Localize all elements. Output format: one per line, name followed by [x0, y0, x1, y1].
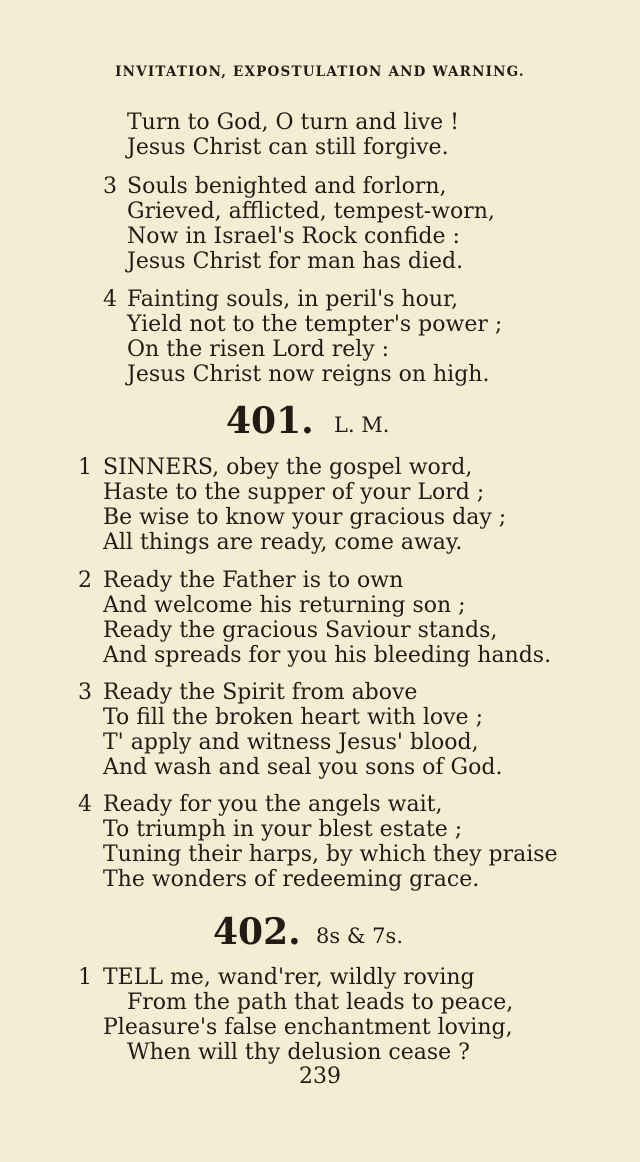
hymn-line: Tuning their harps, by which they praise — [103, 842, 558, 867]
hymn-meter: 8s & 7s. — [316, 924, 403, 948]
hymn-line: Jesus Christ now reigns on high. — [127, 362, 490, 387]
hymn-line: All things are ready, come away. — [103, 530, 463, 555]
hymn-line: Now in Israel's Rock confide : — [127, 224, 460, 249]
hymn-line: Jesus Christ for man has died. — [127, 249, 464, 274]
hymn-line: And spreads for you his bleeding hands. — [103, 643, 552, 668]
hymn-line: To fill the broken heart with love ; — [103, 705, 483, 730]
hymn-meter: L. M. — [334, 413, 390, 437]
hymn-line: TELL me, wand'rer, wildly roving — [103, 965, 475, 990]
verse-number: 1 — [78, 455, 92, 480]
hymn-line: SINNERS, obey the gospel word, — [103, 455, 473, 480]
hymn-number: 401. — [226, 400, 314, 442]
hymn-line: Ready for you the angels wait, — [103, 792, 443, 817]
hymn-line: Jesus Christ can still forgive. — [127, 135, 449, 160]
hymn-line: And wash and seal you sons of God. — [103, 755, 503, 780]
hymn-line: On the risen Lord rely : — [127, 337, 390, 362]
hymn-line: To triumph in your blest estate ; — [103, 817, 463, 842]
verse-number: 1 — [78, 965, 92, 990]
verse-number: 3 — [78, 680, 92, 705]
hymn-line: And welcome his returning son ; — [103, 593, 466, 618]
hymn-line: The wonders of redeeming grace. — [103, 867, 480, 892]
hymn-line: Ready the Spirit from above — [103, 680, 418, 705]
hymn-line: Souls benighted and forlorn, — [127, 174, 447, 199]
hymn-line: Yield not to the tempter's power ; — [127, 312, 503, 337]
hymn-line: T' apply and witness Jesus' blood, — [103, 730, 479, 755]
hymn-line: Turn to God, O turn and live ! — [127, 110, 459, 135]
verse-number: 4 — [103, 287, 117, 312]
hymn-line: Ready the Father is to own — [103, 568, 404, 593]
hymn-number: 402. — [213, 911, 301, 953]
page-number: 239 — [299, 1064, 341, 1089]
hymn-line: Ready the gracious Saviour stands, — [103, 618, 498, 643]
hymn-line: Be wise to know your gracious day ; — [103, 505, 507, 530]
verse-number: 4 — [78, 792, 92, 817]
hymn-line: Pleasure's false enchantment loving, — [103, 1015, 513, 1040]
running-header: INVITATION, EXPOSTULATION AND WARNING. — [115, 64, 525, 80]
hymn-line: When will thy delusion cease ? — [127, 1040, 470, 1065]
verse-number: 3 — [103, 174, 117, 199]
hymn-line: Haste to the supper of your Lord ; — [103, 480, 485, 505]
hymn-line: Grieved, afflicted, tempest-worn, — [127, 199, 495, 224]
hymn-line: Fainting souls, in peril's hour, — [127, 287, 459, 312]
verse-number: 2 — [78, 568, 92, 593]
hymn-line: From the path that leads to peace, — [127, 990, 514, 1015]
